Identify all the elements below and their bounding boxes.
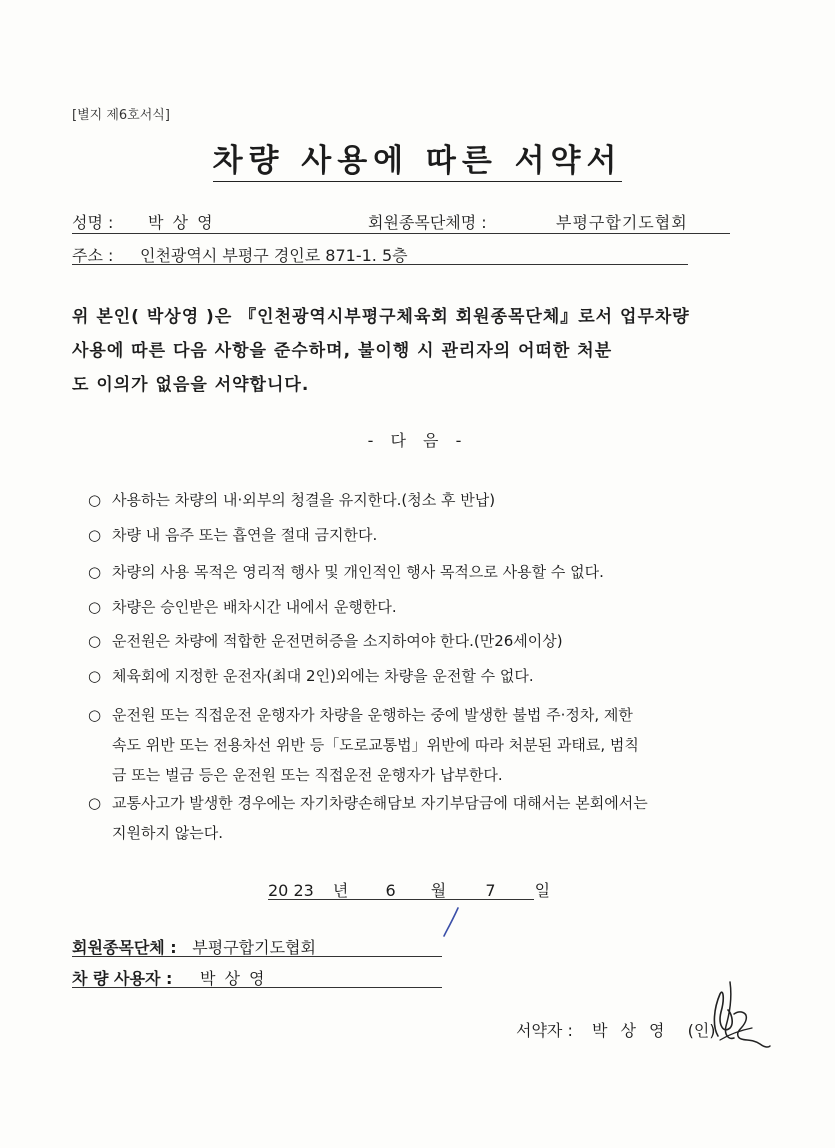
rule-item: ○ 교통사고가 발생한 경우에는 자기차량손해담보 자기부담금에 대해서는 본회에서는 지원하지 않는다. <box>88 788 648 848</box>
footer-user-underline <box>72 987 442 988</box>
address-value: 인천광역시 부평구 경인로 871-1. 5층 <box>140 246 408 265</box>
circle-bullet-icon: ○ <box>88 794 102 812</box>
name-label: 성명 : <box>72 213 114 232</box>
signature-icon <box>687 978 780 1058</box>
date-day-unit: 일 <box>534 881 551 900</box>
signer-row <box>516 1018 716 1041</box>
footer-org-label: 회원종목단체 : <box>72 938 177 957</box>
date-month: 6 <box>385 881 396 900</box>
org-label: 회원종목단체명 : <box>368 213 487 232</box>
org-value: 부평구합기도협회 <box>556 213 688 232</box>
circle-bullet-icon: ○ <box>88 632 102 650</box>
rule-item: ○ 차량은 승인받은 배차시간 내에서 운행한다. <box>88 592 397 622</box>
footer-user-value: 박 상 영 <box>199 969 267 988</box>
form-number: [별지 제6호서식] <box>72 108 170 123</box>
circle-bullet-icon: ○ <box>88 491 102 509</box>
date-year-unit: 년 <box>332 881 349 900</box>
address-label: 주소 : <box>72 246 114 265</box>
name-underline <box>72 233 730 234</box>
footer-org-value: 부평구합기도협회 <box>192 938 316 957</box>
date-line <box>268 878 550 901</box>
rule-item: ○ 운전원은 차량에 적합한 운전면허증을 소지하여야 한다.(만26세이상) <box>88 626 563 656</box>
rule-item: ○ 차량 내 음주 또는 흡연을 절대 금지한다. <box>88 520 377 550</box>
footer-org-row <box>72 935 316 958</box>
footer-user-label: 차 량 사용자 : <box>72 969 173 988</box>
rule-item: ○ 차량의 사용 목적은 영리적 행사 및 개인적인 행사 목적으로 사용할 수 없다. <box>88 557 604 587</box>
seal-text: (인) <box>687 1021 716 1040</box>
name-value: 박 상 영 <box>148 213 215 232</box>
pledge-line: 도 이의가 없음을 서약합니다. <box>72 375 310 395</box>
date-underline <box>268 899 534 900</box>
rule-item: ○ 체육회에 지정한 운전자(최대 2인)외에는 차량을 운전할 수 없다. <box>88 661 534 691</box>
footer-org-underline <box>72 956 442 957</box>
section-heading: - 다 음 - <box>367 431 468 450</box>
date-month-unit: 월 <box>430 881 447 900</box>
pen-mark-icon <box>436 905 466 939</box>
pledge-line: 사용에 따른 다음 사항을 준수하며, 불이행 시 관리자의 어떠한 처분 <box>72 341 613 361</box>
pledge-paragraph <box>72 300 772 402</box>
signer-label: 서약자 : <box>516 1021 573 1040</box>
date-day: 7 <box>485 881 496 900</box>
address-underline <box>72 264 688 265</box>
pledge-line: 위 본인( 박상영 )은 『인천광역시부평구체육회 회원종목단체』로서 업무차량 <box>72 307 690 327</box>
circle-bullet-icon: ○ <box>88 706 102 724</box>
date-year: 20 23 <box>268 881 314 900</box>
circle-bullet-icon: ○ <box>88 563 102 581</box>
circle-bullet-icon: ○ <box>88 667 102 685</box>
circle-bullet-icon: ○ <box>88 526 102 544</box>
circle-bullet-icon: ○ <box>88 598 102 616</box>
document-title: 차량 사용에 따른 서약서 <box>0 135 835 180</box>
rule-item: ○ 사용하는 차량의 내·외부의 청결을 유지한다.(청소 후 반납) <box>88 485 495 515</box>
signer-value: 박 상 영 <box>591 1021 669 1040</box>
rule-item: ○ 운전원 또는 직접운전 운행자가 차량을 운행하는 중에 발생한 불법 주·정차, 제한 속도 위반 또는 전용차선 위반 등「도로교통법」위반에 따라 처분된 과태료, 범칙 금 또는 벌금 등은 운전원 또는 직접운전 운행자가 납부한다. <box>88 700 639 790</box>
footer-user-row <box>72 966 267 989</box>
